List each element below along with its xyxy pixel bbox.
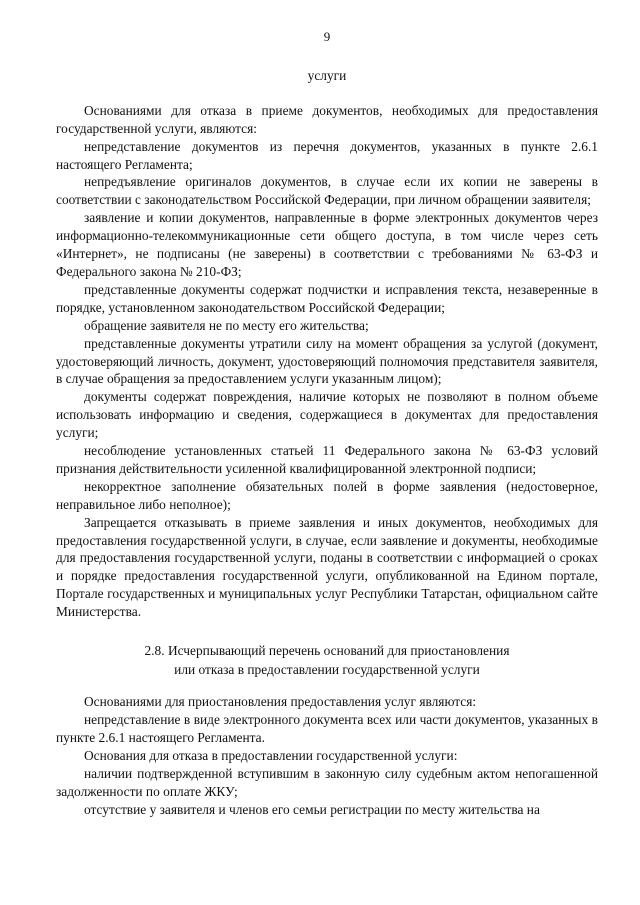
list-item: представленные документы утратили силу на момент обращения за услугой (документ, удостоверяющий личность, документ, удостоверяющий полномочия представителя заявителя, в случае обращения за предоставлением услуги указанным лицом); xyxy=(56,335,598,387)
paragraph: Запрещается отказывать в приеме заявления и иных документов, необходимых для предоставления государственной услуги, в случае, если заявление и документы, необходимые для предоставления государственной услуги, поданы в соответствии с информацией о сроках и порядке предоставления государственной услуги, опубликованной на Едином портале, Портале государственных и муниципальных услуг Республики Татарстан, официальном сайте Министерства. xyxy=(56,514,598,620)
list-item: некорректное заполнение обязательных полей в форме заявления (недостоверное, неправильное либо неполное); xyxy=(56,478,598,512)
list-item: непредъявление оригиналов документов, в случае если их копии не заверены в соответствии с законодательством Российской Федерации, при личном обращении заявителя; xyxy=(56,174,598,208)
paragraph: Основаниями для отказа в приеме документов, необходимых для предоставления государственной услуги, являются: xyxy=(56,102,598,136)
list-item: наличии подтвержденной вступившим в законную силу судебным актом непогашенной задолженности по оплате ЖКУ; xyxy=(56,765,598,799)
list-item: представленные документы содержат подчистки и исправления текста, незаверенные в порядке, установленном законодательством Российской Федерации; xyxy=(56,281,598,315)
section-title-line: 2.8. Исчерпывающий перечень оснований для приостановления xyxy=(144,643,510,659)
list-item: документы содержат повреждения, наличие которых не позволяют в полном объеме использовать информацию и сведения, содержащиеся в документах для предоставления услуги; xyxy=(56,389,598,441)
suspension-grounds-section xyxy=(56,693,598,818)
paragraph: Основания для отказа в предоставлении государственной услуги: xyxy=(84,747,458,763)
section-title xyxy=(56,641,598,679)
page-number: 9 xyxy=(323,29,331,44)
list-item: непредставление в виде электронного документа всех или части документов, указанных в пункте 2.6.1 настоящего Регламента. xyxy=(56,712,598,745)
list-item: отсутствие у заявителя и членов его семьи регистрации по месту жительства на xyxy=(84,801,540,817)
list-item: заявление и копии документов, направленные в форме электронных документов через информационно-телекоммуникационные сети общего доступа, в том числе через сеть «Интернет», не подписаны (не заверены) в соответствии с требованиями № 63-ФЗ и Федерального закона № 210-ФЗ; xyxy=(56,210,598,279)
list-item: непредставление документов из перечня документов, указанных в пункте 2.6.1 настоящего Регламента; xyxy=(56,138,598,172)
paragraph: Основаниями для приостановления предоставления услуг являются: xyxy=(84,694,477,710)
list-item: обращение заявителя не по месту его жительства; xyxy=(84,317,369,333)
heading-fragment: услуги xyxy=(307,67,347,83)
refusal-grounds-section xyxy=(56,102,598,621)
list-item: несоблюдение установленных статьей 11 Федерального закона № 63-ФЗ условий признания действительности усиленной квалифицированной электронной подписи; xyxy=(56,443,598,476)
section-title-line: или отказа в предоставлении государственной услуги xyxy=(174,662,480,678)
